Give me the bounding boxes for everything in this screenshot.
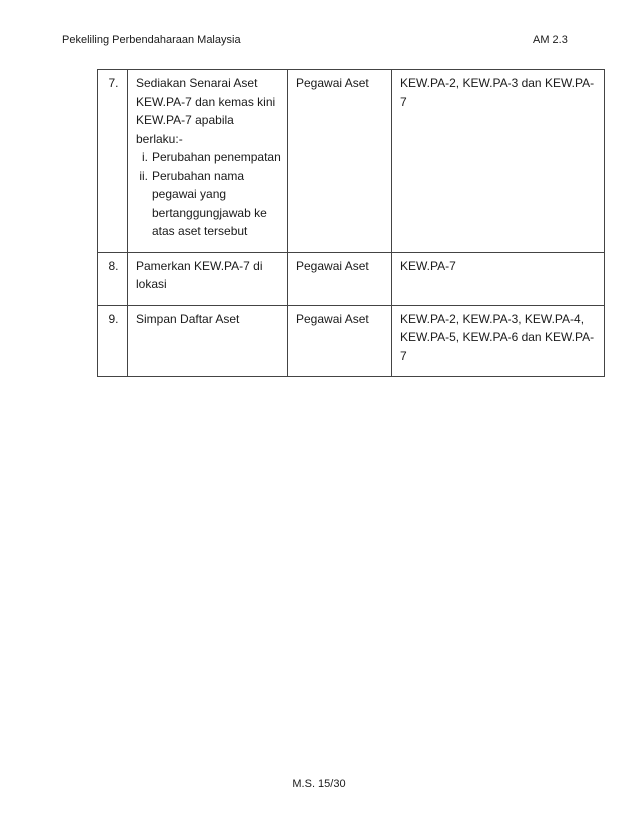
table-row [98,252,605,305]
step-action: Pamerkan KEW.PA-7 di lokasi [128,252,288,305]
step-responsible: Pegawai Aset [288,70,392,253]
step-action-text: Sediakan Senarai Aset KEW.PA-7 dan kemas kini KEW.PA-7 apabila berlaku:- [136,76,276,146]
step-action: Simpan Daftar Aset [128,305,288,377]
table-row [98,70,605,253]
step-forms: KEW.PA-7 [392,252,605,305]
step-number: 8. [98,252,128,305]
sub-item-number: i. [142,150,148,164]
table-row [98,305,605,377]
list-item [136,148,281,167]
sub-item-text: Perubahan nama pegawai yang bertanggungjawab ke atas aset tersebut [152,168,267,238]
procedure-table [97,69,605,377]
step-forms: KEW.PA-2, KEW.PA-3 dan KEW.PA-7 [392,70,605,253]
list-item [136,167,281,241]
step-responsible: Pegawai Aset [288,252,392,305]
step-responsible: Pegawai Aset [288,305,392,377]
step-number: 9. [98,305,128,377]
step-number: 7. [98,70,128,253]
sub-item-number: ii. [139,168,148,183]
header-document-code: AM 2.3 [533,34,568,46]
step-action [128,70,288,253]
header-document-title: Pekeliling Perbendaharaan Malaysia [62,34,241,46]
step-forms: KEW.PA-2, KEW.PA-3, KEW.PA-4, KEW.PA-5, KEW.PA-6 dan KEW.PA-7 [392,305,605,377]
page-number: M.S. 15/30 [292,778,346,790]
sub-item-text: Perubahan penempatan [152,150,281,164]
